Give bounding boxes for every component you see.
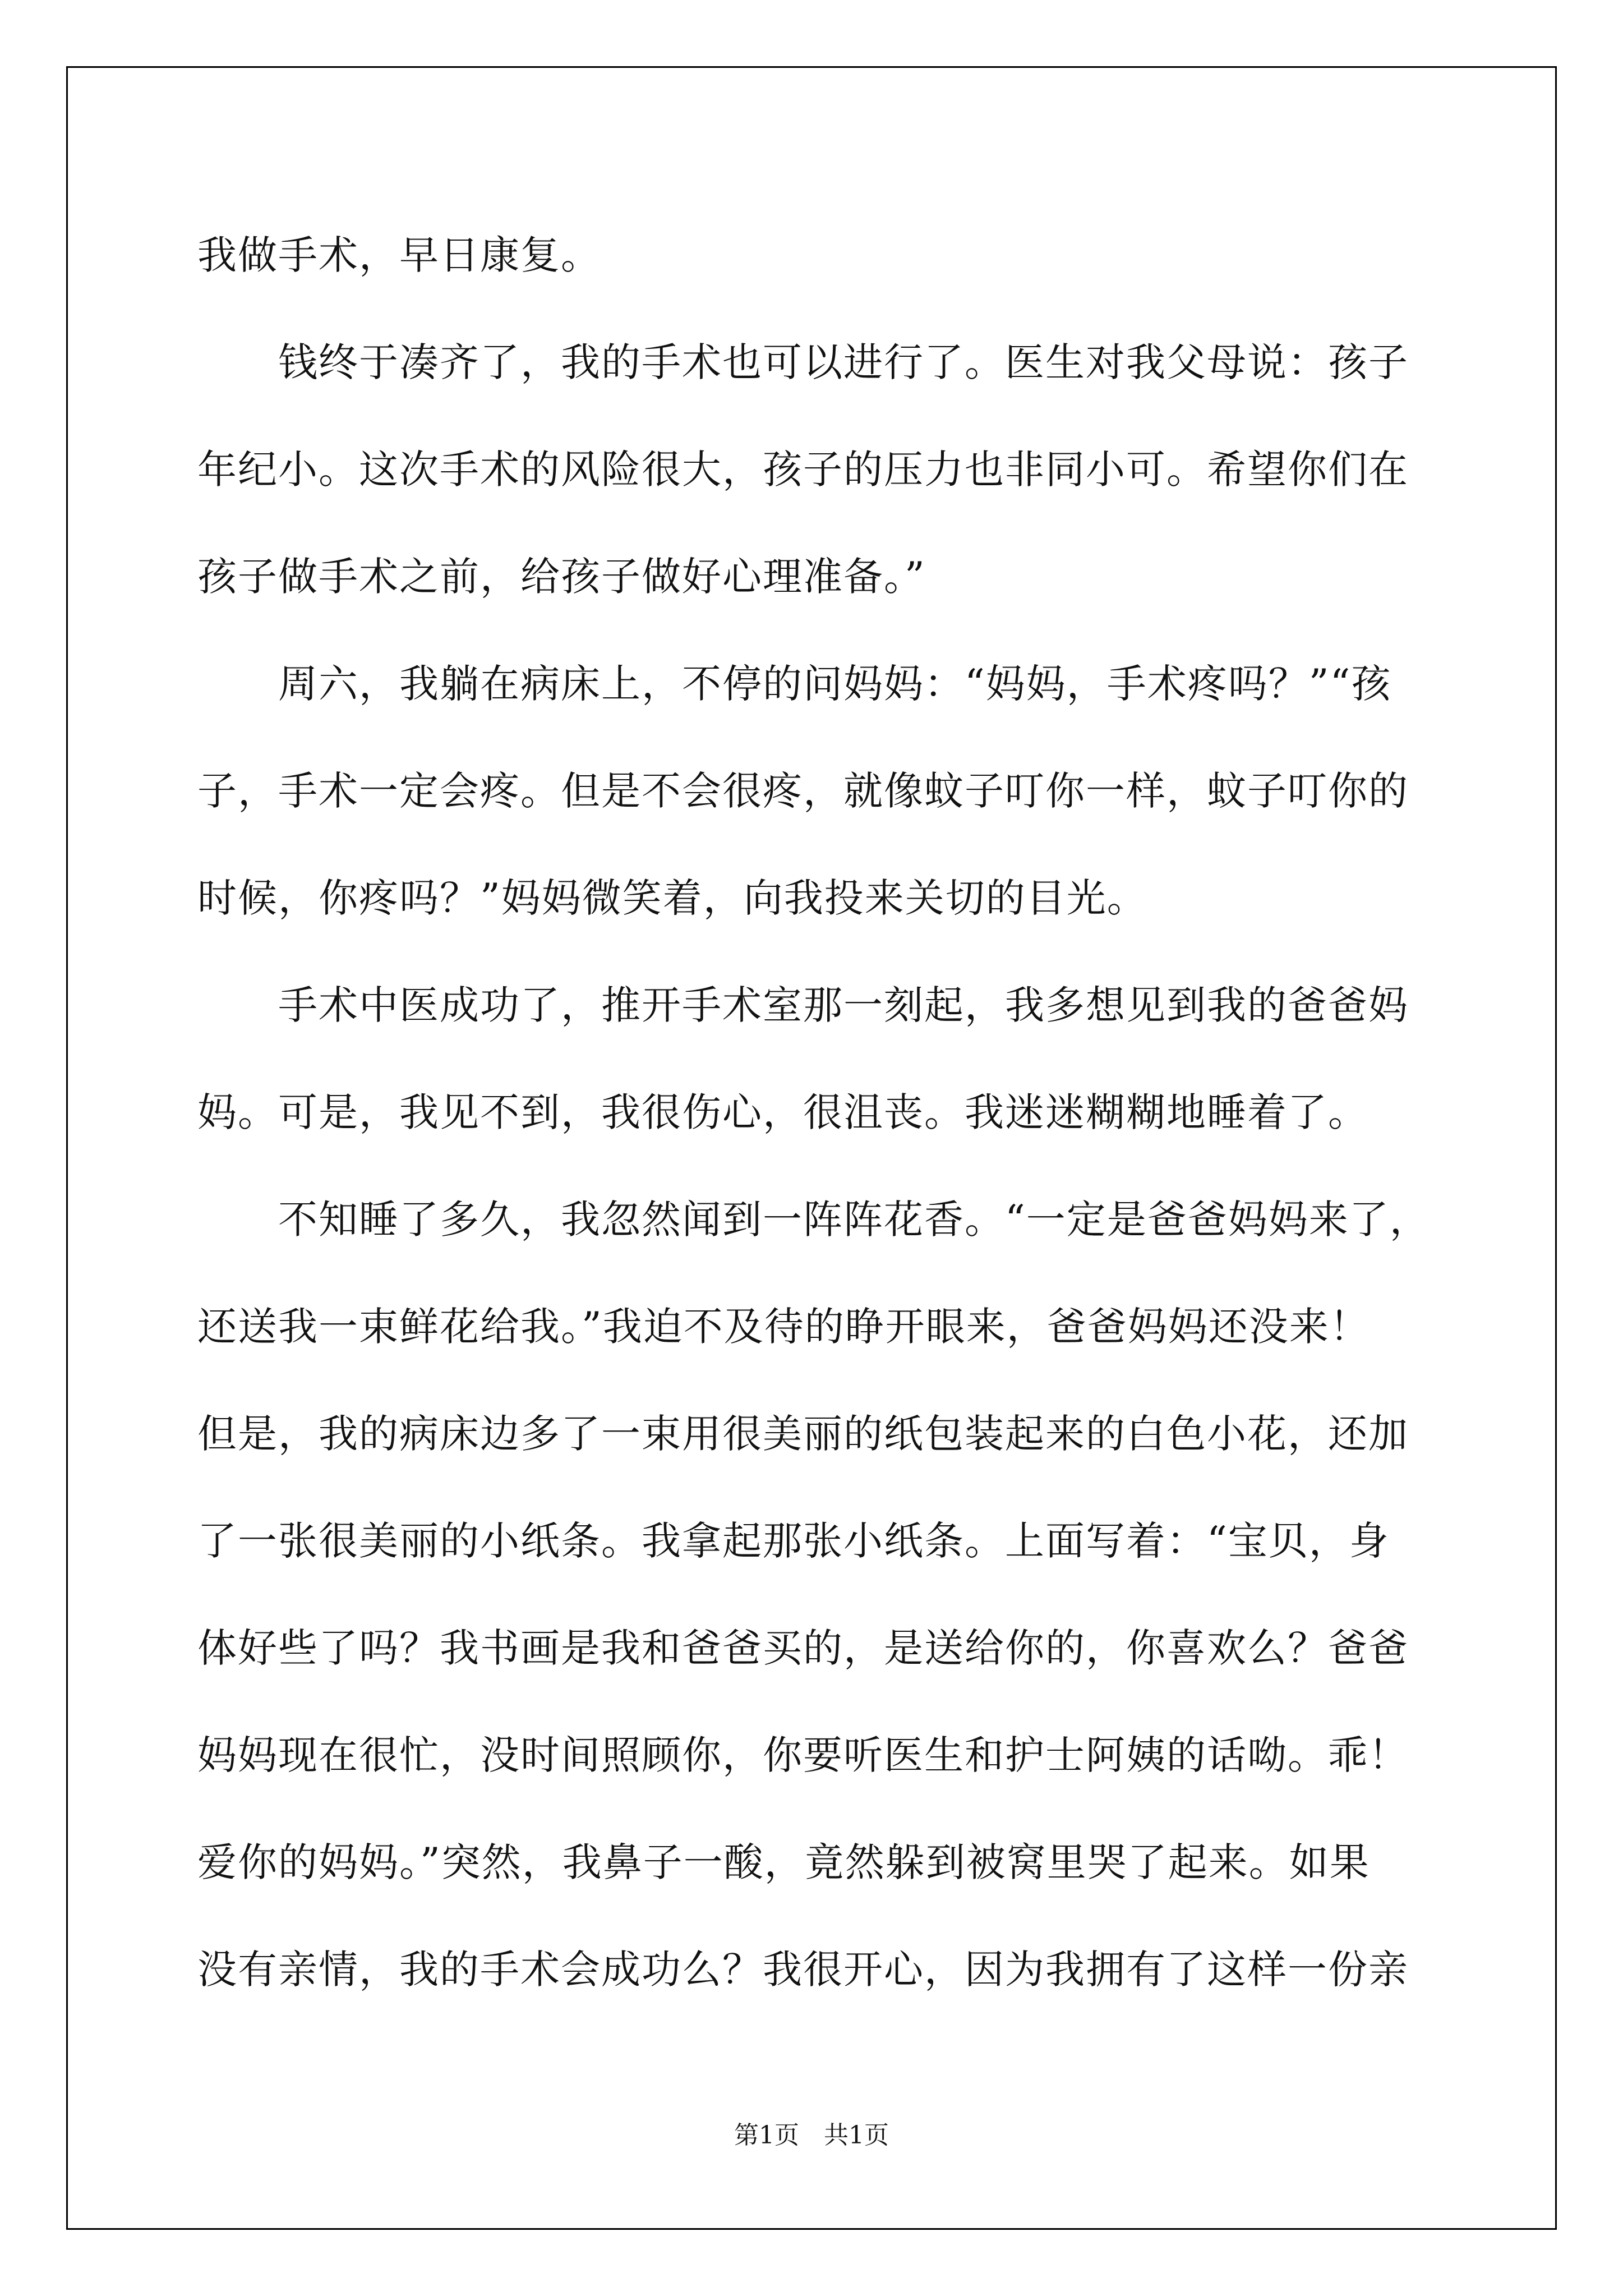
document-body [197, 202, 1437, 2023]
paragraph [197, 952, 1437, 1166]
text-line: 我做手术，早日康复。 [197, 232, 601, 278]
text-line: 周六，我躺在病床上，不停的问妈妈：“妈妈，手术疼吗？”“孩 [197, 661, 1392, 707]
paragraph [197, 309, 1437, 631]
text-line: 没有亲情，我的手术会成功么？我很开心，因为我拥有了这样一份亲 [197, 1947, 1409, 1993]
text-line: 体好些了吗？我书画是我和爸爸买的，是送给你的，你喜欢么？爸爸 [197, 1625, 1409, 1671]
page-number: 第1页 共1页 [734, 2121, 889, 2150]
text-line: 年纪小。这次手术的风险很大，孩子的压力也非同小可。希望你们在 [197, 447, 1409, 493]
text-line: 孩子做手术之前，给孩子做好心理准备。” [197, 554, 926, 600]
text-line: 时候，你疼吗？”妈妈微笑着，向我投来关切的目光。 [197, 875, 1147, 921]
text-line: 还送我一束鲜花给我。”我迫不及待的睁开眼来，爸爸妈妈还没来！ [197, 1304, 1370, 1350]
text-line: 妈。可是，我见不到，我很伤心，很沮丧。我迷迷糊糊地睡着了。 [197, 1089, 1368, 1135]
text-line: 钱终于凑齐了，我的手术也可以进行了。医生对我父母说：孩子 [197, 339, 1409, 385]
text-line: 但是，我的病床边多了一束用很美丽的纸包装起来的白色小花，还加 [197, 1411, 1409, 1457]
paragraph [197, 202, 1437, 309]
text-line: 手术中医成功了，推开手术室那一刻起，我多想见到我的爸爸妈 [197, 982, 1409, 1028]
paragraph [197, 631, 1437, 952]
paragraph [197, 1166, 1437, 2023]
text-line: 了一张很美丽的小纸条。我拿起那张小纸条。上面写着：“宝贝，身 [197, 1518, 1390, 1564]
text-line: 子，手术一定会疼。但是不会很疼，就像蚊子叮你一样，蚊子叮你的 [197, 768, 1409, 814]
text-line: 爱你的妈妈。”突然，我鼻子一酸，竟然躲到被窝里哭了起来。如果 [197, 1839, 1370, 1885]
text-line: 妈妈现在很忙，没时间照顾你，你要听医生和护士阿姨的话呦。乖！ [197, 1732, 1409, 1778]
text-line: 不知睡了多久，我忽然闻到一阵阵花香。“一定是爸爸妈妈来了， [197, 1197, 1430, 1243]
page-footer [0, 2115, 1623, 2151]
